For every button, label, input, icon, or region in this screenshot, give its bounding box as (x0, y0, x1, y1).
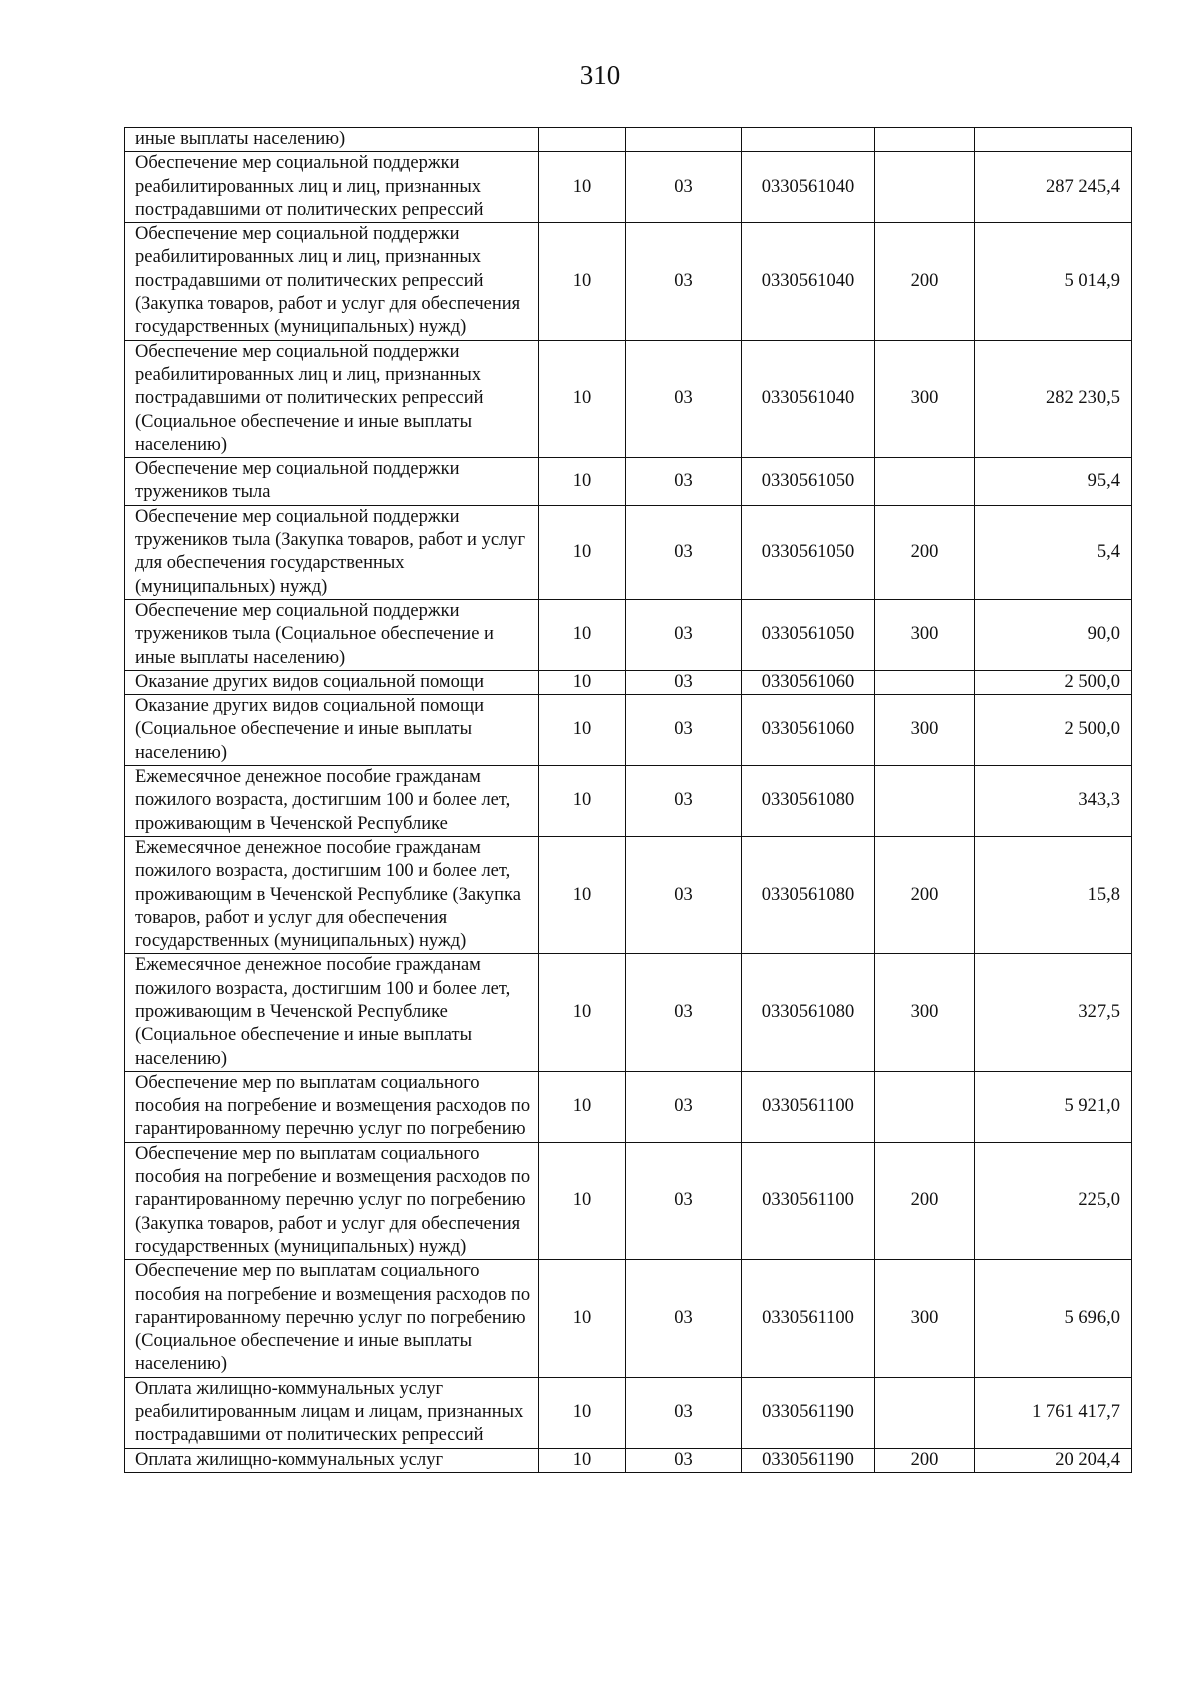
section-code-cell: 10 (539, 599, 626, 670)
subsection-code-cell: 03 (626, 223, 742, 340)
expense-type-cell: 200 (875, 505, 975, 599)
section-code-cell: 10 (539, 505, 626, 599)
expense-name-cell: Обеспечение мер по выплатам социального пособия на погребение и возмещения расходов по гарантированному перечню услуг по погребению (Закупка товаров, работ и услуг для обеспечения государственных (муниципальных) нужд) (125, 1142, 539, 1259)
expense-name-cell: Обеспечение мер социальной поддержки реабилитированных лиц и лиц, признанных пострадавшими от политических репрессий (Социальное обеспечение и иные выплаты населению) (125, 340, 539, 457)
section-code-cell: 10 (539, 695, 626, 766)
amount-cell: 1 761 417,7 (975, 1377, 1132, 1448)
expense-type-cell (875, 766, 975, 837)
target-article-cell: 0330561060 (742, 670, 875, 694)
expense-name-cell: Ежемесячное денежное пособие гражданам пожилого возраста, достигшим 100 и более лет, проживающим в Чеченской Республике (Закупка товаров, работ и услуг для обеспечения государственных (муниципальных) нужд) (125, 836, 539, 953)
amount-cell: 15,8 (975, 836, 1132, 953)
target-article-cell: 0330561100 (742, 1260, 875, 1377)
target-article-cell: 0330561080 (742, 766, 875, 837)
subsection-code-cell: 03 (626, 505, 742, 599)
expense-name-cell: Обеспечение мер социальной поддержки тружеников тыла (Закупка товаров, работ и услуг для обеспечения государственных (муниципальных) нужд) (125, 505, 539, 599)
subsection-code-cell: 03 (626, 766, 742, 837)
section-code-cell: 10 (539, 1142, 626, 1259)
expense-type-cell (875, 458, 975, 506)
section-code-cell: 10 (539, 954, 626, 1071)
expense-type-cell: 300 (875, 954, 975, 1071)
table-row (125, 340, 1132, 457)
subsection-code-cell: 03 (626, 458, 742, 506)
page-number: 310 (579, 60, 621, 90)
target-article-cell: 0330561050 (742, 505, 875, 599)
table-row (125, 599, 1132, 670)
subsection-code-cell: 03 (626, 1142, 742, 1259)
subsection-code-cell: 03 (626, 836, 742, 953)
expense-name-cell: Оплата жилищно-коммунальных услуг (125, 1448, 539, 1472)
section-code-cell (539, 128, 626, 152)
section-code-cell: 10 (539, 340, 626, 457)
target-article-cell (742, 128, 875, 152)
table-row (125, 152, 1132, 223)
table-row (125, 223, 1132, 340)
target-article-cell: 0330561050 (742, 458, 875, 506)
section-code-cell: 10 (539, 458, 626, 506)
amount-cell: 5 014,9 (975, 223, 1132, 340)
expense-name-cell: Обеспечение мер социальной поддержки реабилитированных лиц и лиц, признанных пострадавшими от политических репрессий (Закупка товаров, работ и услуг для обеспечения государственных (муниципальных) нужд) (125, 223, 539, 340)
subsection-code-cell: 03 (626, 1448, 742, 1472)
subsection-code-cell: 03 (626, 954, 742, 1071)
section-code-cell: 10 (539, 1377, 626, 1448)
expense-type-cell (875, 1377, 975, 1448)
amount-cell: 20 204,4 (975, 1448, 1132, 1472)
section-code-cell: 10 (539, 223, 626, 340)
expense-name-cell: Обеспечение мер по выплатам социального пособия на погребение и возмещения расходов по гарантированному перечню услуг по погребению (125, 1071, 539, 1142)
expense-type-cell (875, 152, 975, 223)
expense-name-cell: иные выплаты населению) (125, 128, 539, 152)
expense-name-cell: Обеспечение мер социальной поддержки тружеников тыла (Социальное обеспечение и иные выплаты населению) (125, 599, 539, 670)
table-row (125, 505, 1132, 599)
section-code-cell: 10 (539, 152, 626, 223)
target-article-cell: 0330561040 (742, 340, 875, 457)
subsection-code-cell: 03 (626, 670, 742, 694)
table-row (125, 1071, 1132, 1142)
amount-cell: 282 230,5 (975, 340, 1132, 457)
expense-name-cell: Оплата жилищно-коммунальных услуг реабилитированным лицам и лицам, признанных пострадавшими от политических репрессий (125, 1377, 539, 1448)
expense-type-cell: 300 (875, 695, 975, 766)
subsection-code-cell: 03 (626, 695, 742, 766)
amount-cell: 5 696,0 (975, 1260, 1132, 1377)
section-code-cell: 10 (539, 1448, 626, 1472)
table-row (125, 1142, 1132, 1259)
expense-type-cell (875, 670, 975, 694)
table-row (125, 1377, 1132, 1448)
amount-cell: 2 500,0 (975, 670, 1132, 694)
table-row (125, 128, 1132, 152)
amount-cell: 5,4 (975, 505, 1132, 599)
table-row (125, 1260, 1132, 1377)
target-article-cell: 0330561100 (742, 1142, 875, 1259)
expense-name-cell: Обеспечение мер социальной поддержки тружеников тыла (125, 458, 539, 506)
budget-table-body (125, 128, 1132, 1473)
expense-type-cell: 200 (875, 223, 975, 340)
subsection-code-cell (626, 128, 742, 152)
subsection-code-cell: 03 (626, 1260, 742, 1377)
subsection-code-cell: 03 (626, 599, 742, 670)
amount-cell: 327,5 (975, 954, 1132, 1071)
section-code-cell: 10 (539, 670, 626, 694)
expense-type-cell: 300 (875, 1260, 975, 1377)
subsection-code-cell: 03 (626, 1377, 742, 1448)
amount-cell: 2 500,0 (975, 695, 1132, 766)
target-article-cell: 0330561190 (742, 1377, 875, 1448)
expense-type-cell: 300 (875, 340, 975, 457)
amount-cell: 343,3 (975, 766, 1132, 837)
amount-cell: 225,0 (975, 1142, 1132, 1259)
section-code-cell: 10 (539, 1071, 626, 1142)
target-article-cell: 0330561050 (742, 599, 875, 670)
amount-cell: 5 921,0 (975, 1071, 1132, 1142)
expense-name-cell: Ежемесячное денежное пособие гражданам пожилого возраста, достигшим 100 и более лет, проживающим в Чеченской Республике (125, 766, 539, 837)
expense-type-cell (875, 128, 975, 152)
target-article-cell: 0330561080 (742, 954, 875, 1071)
target-article-cell: 0330561190 (742, 1448, 875, 1472)
expense-name-cell: Оказание других видов социальной помощи (Социальное обеспечение и иные выплаты населению) (125, 695, 539, 766)
table-row (125, 954, 1132, 1071)
table-row (125, 1448, 1132, 1472)
amount-cell: 287 245,4 (975, 152, 1132, 223)
table-row (125, 766, 1132, 837)
amount-cell (975, 128, 1132, 152)
target-article-cell: 0330561100 (742, 1071, 875, 1142)
expense-name-cell: Ежемесячное денежное пособие гражданам пожилого возраста, достигшим 100 и более лет, проживающим в Чеченской Республике (Социальное обеспечение и иные выплаты населению) (125, 954, 539, 1071)
expense-name-cell: Оказание других видов социальной помощи (125, 670, 539, 694)
budget-table (124, 127, 1132, 1473)
subsection-code-cell: 03 (626, 152, 742, 223)
section-code-cell: 10 (539, 1260, 626, 1377)
subsection-code-cell: 03 (626, 340, 742, 457)
target-article-cell: 0330561040 (742, 152, 875, 223)
target-article-cell: 0330561080 (742, 836, 875, 953)
expense-type-cell: 200 (875, 836, 975, 953)
target-article-cell: 0330561060 (742, 695, 875, 766)
table-row (125, 836, 1132, 953)
subsection-code-cell: 03 (626, 1071, 742, 1142)
expense-type-cell: 200 (875, 1142, 975, 1259)
expense-name-cell: Обеспечение мер социальной поддержки реабилитированных лиц и лиц, признанных пострадавшими от политических репрессий (125, 152, 539, 223)
amount-cell: 90,0 (975, 599, 1132, 670)
amount-cell: 95,4 (975, 458, 1132, 506)
target-article-cell: 0330561040 (742, 223, 875, 340)
section-code-cell: 10 (539, 766, 626, 837)
table-row (125, 695, 1132, 766)
expense-name-cell: Обеспечение мер по выплатам социального пособия на погребение и возмещения расходов по гарантированному перечню услуг по погребению (Социальное обеспечение и иные выплаты населению) (125, 1260, 539, 1377)
expense-type-cell: 300 (875, 599, 975, 670)
expense-type-cell: 200 (875, 1448, 975, 1472)
table-row (125, 458, 1132, 506)
section-code-cell: 10 (539, 836, 626, 953)
expense-type-cell (875, 1071, 975, 1142)
table-row (125, 670, 1132, 694)
